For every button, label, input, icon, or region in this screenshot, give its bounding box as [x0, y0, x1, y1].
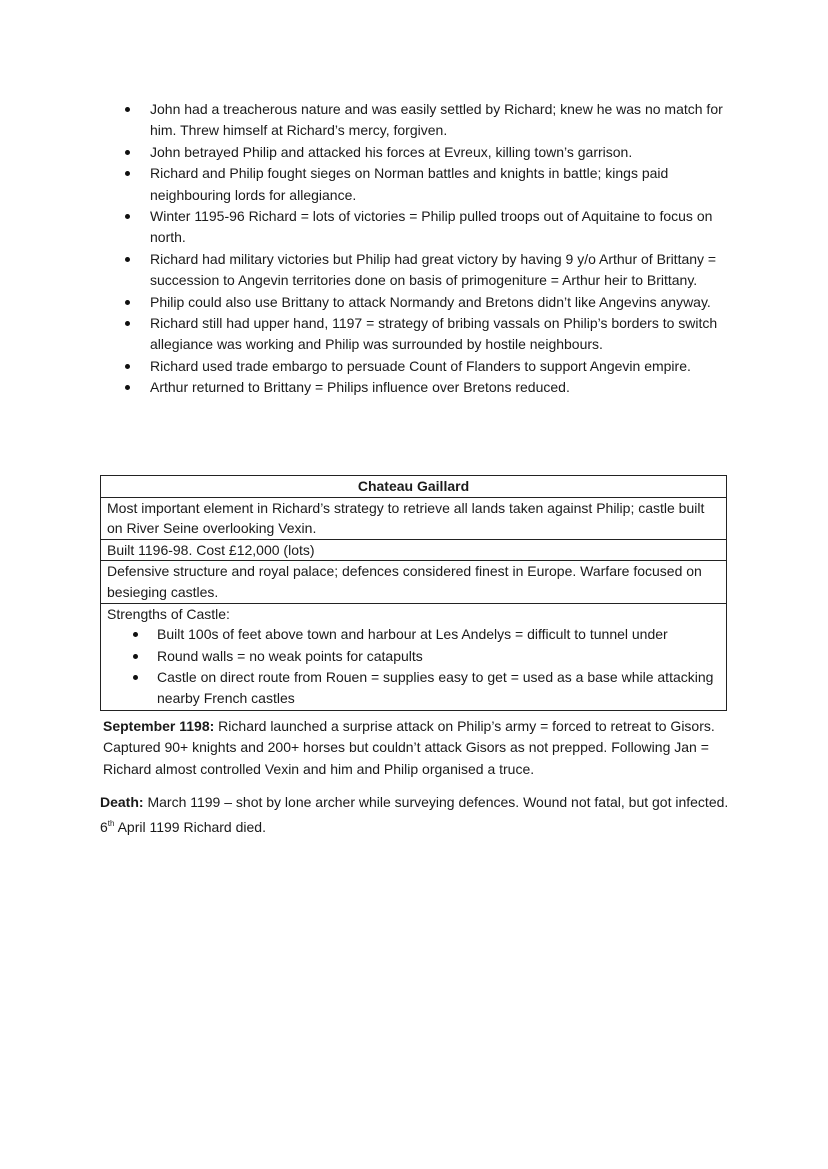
strengths-list	[107, 624, 720, 710]
death-text-after: April 1199 Richard died.	[114, 819, 266, 836]
list-item: Built 100s of feet above town and harbour at Les Andelys = difficult to tunnel under	[157, 624, 720, 645]
table-row	[101, 497, 727, 539]
table-cell-strengths	[101, 603, 727, 710]
september-label: September 1198:	[103, 718, 215, 734]
table-cell-defensive: Defensive structure and royal palace; defences considered finest in Europe. Warfare focused on besieging castles.	[101, 561, 727, 603]
chateau-gaillard-table	[100, 475, 727, 711]
list-item: Richard still had upper hand, 1197 = strategy of bribing vassals on Philip’s borders to switch allegiance was working and Philip was surrounded by hostile neighbours.	[150, 313, 730, 356]
list-item: Winter 1195-96 Richard = lots of victories = Philip pulled troops out of Aquitaine to focus on north.	[150, 206, 730, 249]
death-label: Death:	[100, 794, 144, 810]
table-title: Chateau Gaillard	[101, 476, 727, 498]
list-item: Richard had military victories but Philip had great victory by having 9 y/o Arthur of Brittany = succession to Angevin territories done on basis of primogeniture = Arthur heir to Brittany.	[150, 249, 730, 292]
table-cell-importance: Most important element in Richard’s strategy to retrieve all lands taken against Philip; castle built on River Seine overlooking Vexin.	[101, 497, 727, 539]
list-item: Arthur returned to Brittany = Philips influence over Bretons reduced.	[150, 377, 730, 398]
table-row	[101, 561, 727, 603]
list-item: Round walls = no weak points for catapults	[157, 646, 720, 667]
death-superscript: th	[107, 819, 115, 829]
strengths-heading: Strengths of Castle:	[107, 605, 230, 622]
list-item: Richard used trade embargo to persuade Count of Flanders to support Angevin empire.	[150, 356, 730, 377]
list-item: John had a treacherous nature and was easily settled by Richard; knew he was no match for him. Threw himself at Richard’s mercy, forgiven.	[150, 99, 730, 142]
list-item: Castle on direct route from Rouen = supplies easy to get = used as a base while attacking nearby French castles	[157, 667, 720, 710]
table-row	[101, 603, 727, 710]
table-row	[101, 539, 727, 561]
list-item: Philip could also use Brittany to attack Normandy and Bretons didn’t like Angevins anyway.	[150, 292, 730, 313]
table-row	[101, 476, 727, 498]
bullet-list	[150, 99, 730, 399]
list-item: Richard and Philip fought sieges on Norman battles and knights in battle; kings paid neighbouring lords for allegiance.	[150, 163, 730, 206]
list-item: John betrayed Philip and attacked his forces at Evreux, killing town’s garrison.	[150, 142, 730, 163]
september-text: Richard launched a surprise attack on Philip’s army = forced to retreat to Gisors. Captured 90+ knights and 200+ horses but couldn’t attack Gisors as not prepped. Following Jan = Richard almost controlled Vexin and him and Philip organised a truce.	[103, 718, 715, 777]
death-text-before: March 1199 – shot by lone archer while surveying defences. Wound not fatal, but got infected. 6	[100, 794, 729, 836]
death-paragraph	[100, 792, 730, 839]
september-paragraph	[103, 716, 733, 780]
table-cell-built: Built 1196-98. Cost £12,000 (lots)	[101, 539, 727, 561]
